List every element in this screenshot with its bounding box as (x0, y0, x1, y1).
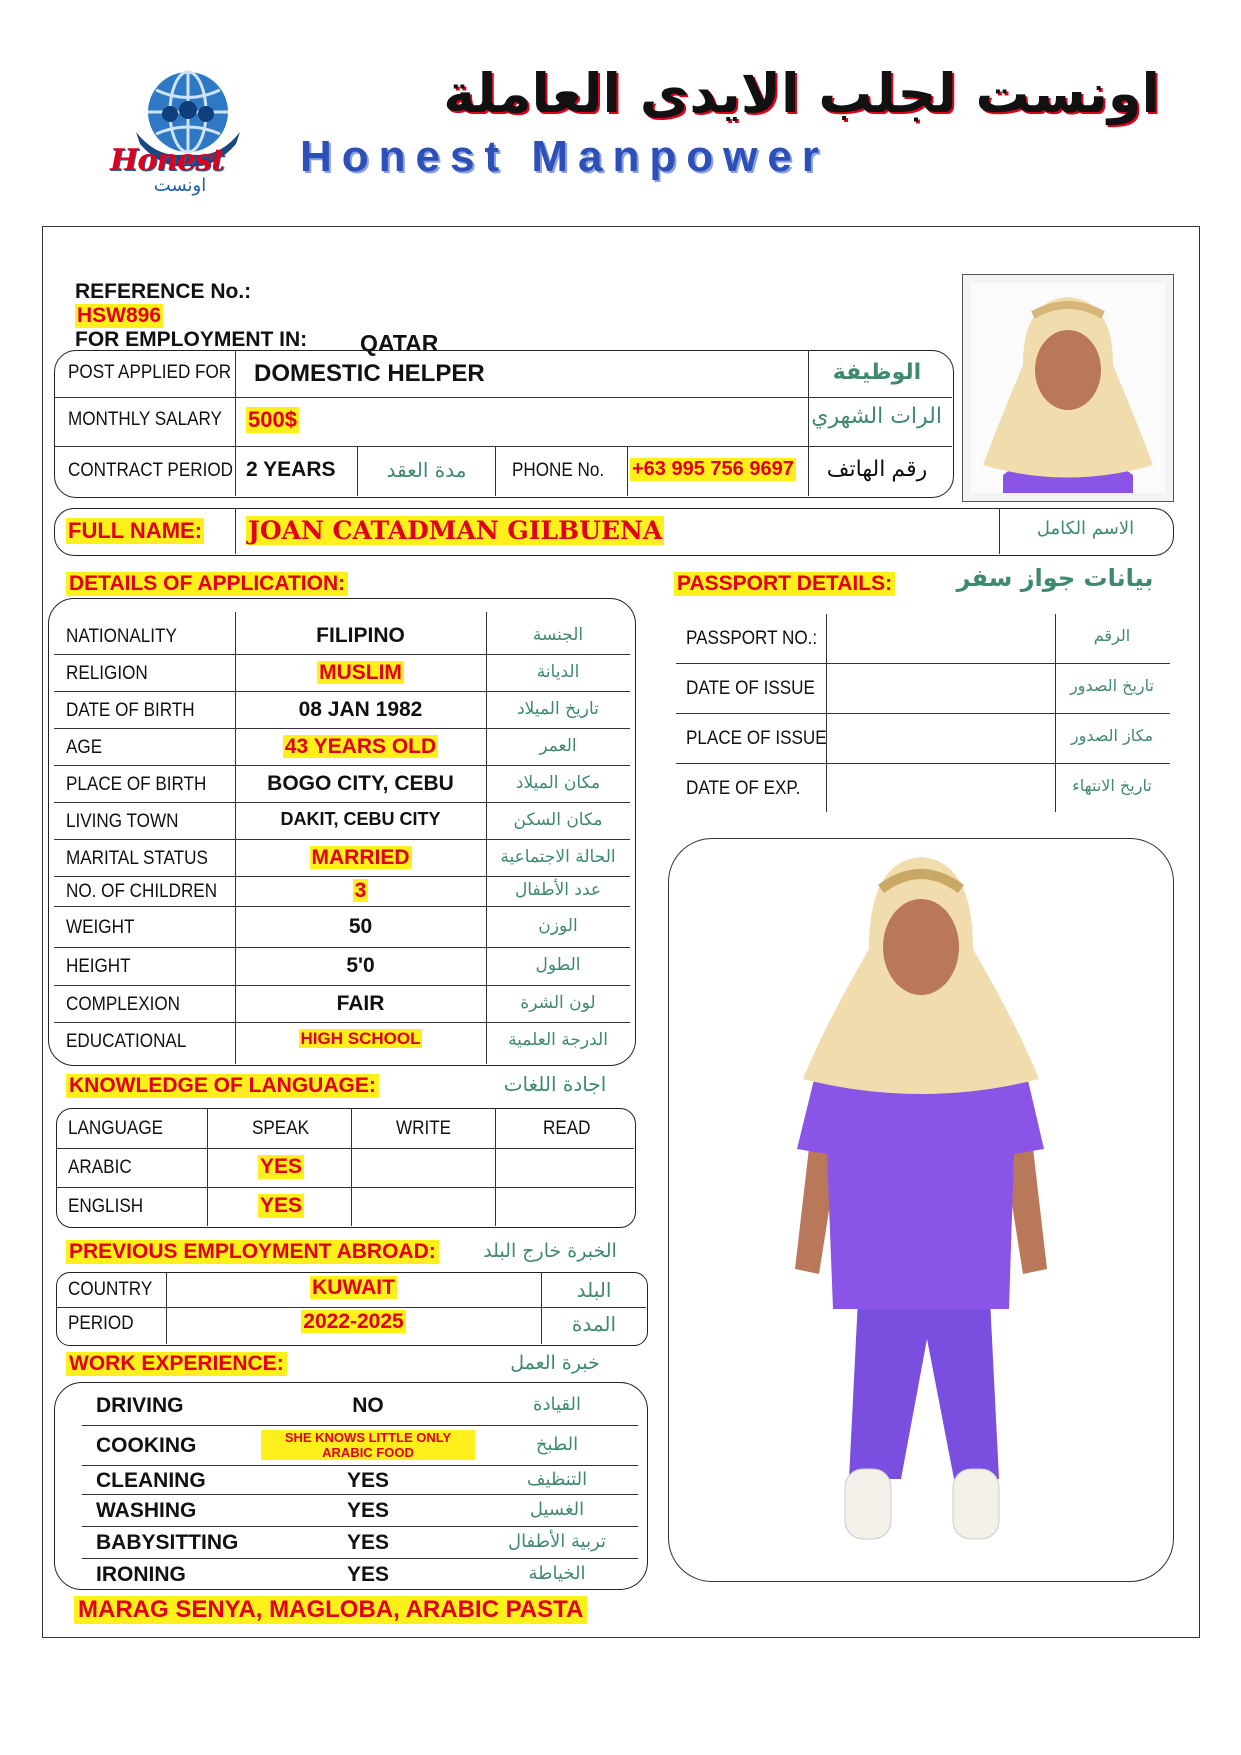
passport-row-arabic: مكاز الصدور (1070, 726, 1154, 745)
salary-label: MONTHLY SALARY (68, 409, 222, 430)
application-row-label: MARITAL STATUS (66, 847, 208, 869)
contract-arabic: مدة العقد (386, 458, 467, 482)
passport-row-label: DATE OF ISSUE (686, 678, 815, 699)
application-row (54, 766, 630, 803)
application-row-label: PLACE OF BIRTH (66, 773, 207, 795)
work-row-arabic: الخياطة (528, 1562, 586, 1584)
reference-value: HSW896 (77, 304, 162, 327)
application-row-arabic: تاريخ الميلاد (517, 698, 599, 719)
application-row-label: EDUCATIONAL (66, 1030, 187, 1052)
previous-title: PREVIOUS EMPLOYMENT ABROAD: (66, 1240, 439, 1264)
work-row (82, 1495, 638, 1527)
language-english-row: ENGLISH (68, 1196, 144, 1217)
application-row (54, 655, 630, 692)
previous-country-label: COUNTRY (68, 1279, 153, 1300)
language-title: KNOWLEDGE OF LANGUAGE: (66, 1074, 379, 1098)
salary-arabic: الرات الشهري (811, 404, 942, 429)
application-row-arabic: الديانة (536, 661, 580, 682)
application-row-arabic: العمر (539, 735, 577, 756)
passport-arabic-title: بيانات جواز سفر (956, 564, 1154, 592)
footer-note: MARAG SENYA, MAGLOBA, ARABIC PASTA (74, 1596, 587, 1624)
application-row-label: WEIGHT (66, 916, 135, 938)
english-company-title: Honest Manpower (300, 132, 829, 181)
applicant-photo-small (962, 274, 1174, 502)
application-row-label: COMPLEXION (66, 993, 181, 1015)
previous-country-value (166, 1276, 541, 1300)
language-header-read: READ (543, 1118, 591, 1139)
phone-label: PHONE No. (512, 460, 605, 481)
post-value: DOMESTIC HELPER (254, 360, 485, 387)
previous-period-value (166, 1310, 541, 1334)
contract-label: CONTRACT PERIOD (68, 460, 234, 481)
phone-value: +63 995 756 9697 (632, 458, 794, 480)
previous-period-text: 2022-2025 (303, 1310, 404, 1333)
post-arabic: الوظيفة (832, 360, 922, 385)
phone-arabic: رقم الهاتف (826, 456, 928, 481)
employment-label: FOR EMPLOYMENT IN: (75, 328, 308, 351)
application-row-arabic: مكان السكن (513, 809, 603, 830)
application-row-arabic: الوزن (538, 915, 578, 936)
passport-row-arabic: الرقم (1093, 626, 1131, 645)
application-row (54, 840, 630, 877)
previous-arabic-title: الخبرة خارج البلد (483, 1240, 617, 1262)
work-title: WORK EXPERIENCE: (66, 1352, 287, 1376)
application-row-value: 3 (354, 879, 367, 902)
application-row-value: BOGO CITY, CEBU (267, 771, 454, 795)
logo-text: Honest اونست (110, 143, 224, 195)
full-name-label: FULL NAME: (68, 518, 203, 543)
passport-row (676, 614, 1170, 664)
application-row (54, 948, 630, 986)
work-row-value: YES (346, 1531, 390, 1554)
work-row-arabic: تربية الأطفال (507, 1531, 606, 1552)
work-row-label: IRONING (96, 1562, 186, 1586)
application-row (54, 877, 630, 907)
application-row-value: 50 (348, 914, 373, 938)
application-row (54, 986, 630, 1023)
work-row (82, 1426, 638, 1466)
application-title: DETAILS OF APPLICATION: (66, 572, 348, 596)
work-row-value: YES (346, 1562, 390, 1586)
work-row-value: YES (346, 1499, 390, 1522)
work-row-value: YES (346, 1468, 390, 1492)
application-row-arabic: الحالة الاجتماعية (500, 846, 616, 867)
applicant-photo-full (668, 838, 1174, 1582)
application-row-label: NATIONALITY (66, 625, 177, 647)
english-speak-value: YES (260, 1194, 303, 1217)
passport-row-label: PASSPORT NO.: (686, 628, 818, 649)
work-row-label: CLEANING (96, 1468, 206, 1492)
full-name-value: JOAN CATADMAN GILBUENA (248, 516, 663, 545)
work-row-label: DRIVING (96, 1394, 184, 1417)
work-row-value: SHE KNOWS LITTLE ONLY ARABIC FOOD (261, 1430, 475, 1460)
passport-row (676, 664, 1170, 714)
application-row-value: HIGH SCHOOL (300, 1028, 421, 1048)
arabic-speak-value: YES (260, 1155, 303, 1178)
application-row-label: NO. OF CHILDREN (66, 881, 218, 902)
application-row-arabic: الطول (535, 955, 581, 975)
application-row-value: DAKIT, CEBU CITY (280, 808, 441, 829)
application-row-label: AGE (66, 736, 103, 758)
language-arabic-row: ARABIC (68, 1157, 132, 1178)
work-row-label: WASHING (96, 1499, 197, 1522)
language-header-speak: SPEAK (252, 1118, 310, 1139)
work-row-arabic: الطبخ (535, 1434, 579, 1455)
application-row-value: 08 JAN 1982 (298, 697, 423, 721)
passport-row-label: DATE OF EXP. (686, 778, 801, 799)
application-row-arabic: لون الشرة (520, 992, 596, 1013)
passport-row (676, 714, 1170, 764)
passport-title: PASSPORT DETAILS: (674, 572, 895, 596)
work-row (82, 1527, 638, 1559)
application-row (54, 729, 630, 766)
reference-label: REFERENCE No.: (75, 280, 252, 303)
application-row (54, 1023, 630, 1060)
previous-period-arabic: المدة (571, 1312, 617, 1336)
previous-period-label: PERIOD (68, 1313, 134, 1334)
language-header-write: WRITE (396, 1118, 452, 1139)
application-row (54, 618, 630, 655)
work-row (82, 1386, 638, 1426)
language-header-language: LANGUAGE (68, 1118, 164, 1139)
employment-country: QATAR (360, 330, 439, 356)
post-label: POST APPLIED FOR (68, 362, 232, 383)
application-row-arabic: الجنسة (532, 624, 584, 645)
application-row (54, 692, 630, 729)
passport-row-label: PLACE OF ISSUE (686, 728, 827, 749)
full-name-arabic: الاسم الكامل (1036, 518, 1135, 539)
work-row-label: COOKING (96, 1434, 197, 1457)
passport-row (676, 764, 1170, 814)
passport-row-arabic: تاريخ الانتهاء (1072, 776, 1152, 795)
application-row-value: MUSLIM (319, 660, 402, 684)
work-row-arabic: التنظيف (526, 1468, 588, 1490)
arabic-company-title: اونست لجلب الايدى العاملة (443, 62, 1160, 125)
work-row-arabic: الغسيل (529, 1499, 585, 1520)
application-row-value: MARRIED (311, 845, 410, 869)
work-row-arabic: القيادة (533, 1394, 581, 1415)
previous-country-arabic: البلد (576, 1278, 612, 1302)
work-row-value: NO (352, 1394, 384, 1417)
application-row-label: DATE OF BIRTH (66, 699, 195, 721)
application-row (54, 907, 630, 948)
passport-row-arabic: تاريخ الصدور (1070, 676, 1154, 695)
application-row (54, 803, 630, 840)
contract-value: 2 YEARS (246, 458, 336, 481)
application-row-label: RELIGION (66, 662, 148, 684)
work-row (82, 1466, 638, 1495)
application-row-value: FILIPINO (316, 623, 405, 647)
language-arabic-title: اجادة اللغات (503, 1072, 607, 1096)
application-row-arabic: الدرجة العلمية (508, 1029, 608, 1050)
application-row-label: LIVING TOWN (66, 810, 179, 832)
application-row-value: 43 YEARS OLD (284, 734, 437, 758)
work-arabic-title: خبرة العمل (510, 1352, 600, 1374)
application-row-label: HEIGHT (66, 956, 131, 977)
salary-value: 500$ (248, 407, 297, 432)
application-row-value: 5'0 (346, 954, 375, 977)
application-row-arabic: عدد الأطفال (514, 880, 602, 900)
previous-country-text: KUWAIT (312, 1276, 395, 1299)
work-row-label: BABYSITTING (96, 1531, 239, 1554)
application-row-arabic: مكان الميلاد (515, 772, 601, 793)
application-row-value: FAIR (336, 991, 385, 1015)
work-row (82, 1559, 638, 1590)
